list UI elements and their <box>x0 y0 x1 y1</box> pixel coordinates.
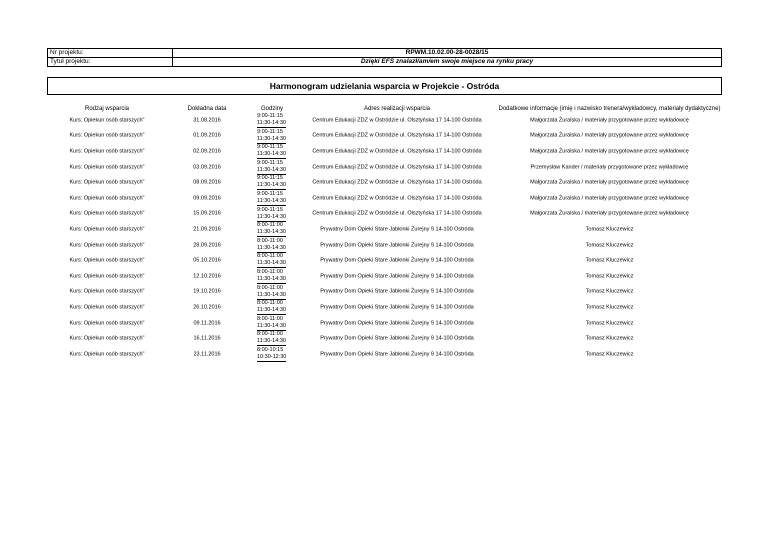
cell-date: 26.10.2016 <box>193 304 221 311</box>
cell-type: Kurs: Opiekun osób starszych" <box>69 179 145 186</box>
project-number-value: RPWM.10.02.00-28-0028/15 <box>173 49 722 58</box>
cell-hours-first: 9:00-11:15 <box>257 190 283 197</box>
table-header <box>47 95 722 113</box>
cell-info: Małgorzata Żuralska / materiały przygotowane przez wykładowcę <box>530 132 689 139</box>
header-address: Adres realizacji wsparcia <box>363 106 431 112</box>
cell-info: Tomasz Kluczewicz <box>585 288 634 295</box>
cell-hours-second: 11:30-14:30 <box>257 135 286 142</box>
cell-hours-first: 9:00-11:15 <box>257 206 283 213</box>
cell-hours-second: 10:30-12:30 <box>257 353 287 360</box>
cell-hours-first: 8:00-11:00 <box>257 284 283 291</box>
cell-hours-second: 11:30-14:30 <box>257 275 286 282</box>
table-row <box>47 144 722 160</box>
table-row <box>47 269 722 285</box>
cell-date: 09.09.2016 <box>193 195 221 202</box>
cell-hours-first: 8:00-11:00 <box>257 237 283 244</box>
cell-date: 01.09.2016 <box>193 132 221 139</box>
cell-hours-first: 8:00-11:00 <box>257 331 283 338</box>
cell-type: Kurs: Opiekun osób starszych" <box>69 195 145 202</box>
cell-type: Kurs: Opiekun osób starszych" <box>69 148 145 155</box>
cell-info: Małgorzata Żuralska / materiały przygotowane przez wykładowcę <box>530 210 689 217</box>
cell-date: 02.09.2016 <box>193 148 221 155</box>
cell-date: 05.10.2016 <box>193 257 221 264</box>
cell-address: Centrum Edukacji ZDZ w Ostródzie ul. Olsztyńska 17 14-100 Ostróda <box>312 179 482 186</box>
header-info: Dodatkowe informacje (imię i nazwisko trenera/wykładowcy, materiały dydaktyczne) <box>498 106 721 112</box>
cell-hours <box>247 253 297 268</box>
cell-hours-second: 11:30-14:30 <box>257 229 286 236</box>
cell-hours-second: 11:30-14:30 <box>257 322 286 329</box>
cell-info: Małgorzata Żuralska / materiały przygotowane przez wykładowcę <box>530 179 689 186</box>
cell-info: Tomasz Kluczewicz <box>585 304 634 311</box>
cell-address: Centrum Edukacji ZDZ w Ostródzie ul. Olsztyńska 17 14-100 Ostróda <box>312 148 482 155</box>
schedule-title: Harmonogram udzielania wsparcia w Projekcie - Ostróda <box>269 81 500 91</box>
cell-info: Tomasz Kluczewicz <box>585 242 634 249</box>
cell-address: Centrum Edukacji ZDZ w Ostródzie ul. Olsztyńska 17 14-100 Ostróda <box>312 132 482 139</box>
cell-hours-second: 11:30-14:30 <box>257 244 286 251</box>
cell-hours <box>247 316 297 331</box>
project-header <box>47 48 722 67</box>
project-title-label: Tytuł projektu: <box>48 58 173 67</box>
cell-hours <box>247 113 297 128</box>
cell-hours-first: 9:00-11:15 <box>257 175 283 182</box>
table-row <box>47 238 722 254</box>
cell-address: Prywatny Dom Opieki Stare Jabłonki Żurejny 9 14-100 Ostróda <box>320 257 474 264</box>
table-body <box>47 113 722 363</box>
header-hours: Godziny <box>260 106 283 112</box>
cell-info: Małgorzata Żuralska / materiały przygotowane przez wykładowcę <box>530 195 689 202</box>
cell-type: Kurs: Opiekun osób starszych" <box>69 304 145 311</box>
cell-date: 31.08.2016 <box>193 117 221 124</box>
cell-hours-second: 11:30-14:30 <box>257 291 286 298</box>
header-date: Dokładna data <box>187 106 227 112</box>
project-title-value: Dzięki EFS znalazł/am/em swoje miejsce na rynku pracy <box>173 58 722 67</box>
cell-address: Prywatny Dom Opieki Stare Jabłonki Żurejny 9 14-100 Ostróda <box>320 273 474 280</box>
cell-date: 16.11.2016 <box>193 335 221 342</box>
cell-info: Tomasz Kluczewicz <box>585 351 634 358</box>
cell-hours-second: 11:30-14:30 <box>257 120 286 126</box>
project-title-row <box>48 58 722 67</box>
cell-info: Małgorzata Żuralska / materiały przygotowane przez wykładowcę <box>530 148 689 155</box>
table-row <box>47 347 722 363</box>
project-number-label: Nr projektu: <box>48 49 173 58</box>
project-number-row <box>48 49 722 58</box>
cell-type: Kurs: Opiekun osób starszych" <box>69 132 145 139</box>
cell-info: Małgorzata Żuralska / materiały przygotowane przez wykładowcę <box>530 117 689 124</box>
cell-hours-second: 11:30-14:30 <box>257 182 286 189</box>
cell-info: Tomasz Kluczewicz <box>585 335 634 342</box>
cell-type: Kurs: Opiekun osób starszych" <box>69 226 145 233</box>
cell-address: Prywatny Dom Opieki Stare Jabłonki Żurejny 9 14-100 Ostróda <box>320 226 474 233</box>
cell-hours <box>247 175 297 190</box>
cell-hours-second: 11:30-14:30 <box>257 338 286 345</box>
cell-hours-first: 8:00-11:00 <box>257 268 283 275</box>
table-row <box>47 316 722 332</box>
table-row <box>47 253 722 269</box>
cell-hours <box>247 300 297 315</box>
cell-hours-first: 9:00-11:15 <box>257 144 283 151</box>
cell-date: 19.10.2016 <box>193 288 221 295</box>
cell-hours-second: 11:30-14:30 <box>257 213 286 220</box>
cell-date: 23.11.2016 <box>193 351 221 358</box>
cell-hours-first: 8:00-11:00 <box>257 300 283 307</box>
cell-type: Kurs: Opiekun osób starszych" <box>69 288 145 295</box>
cell-hours <box>247 269 297 284</box>
cell-type: Kurs: Opiekun osób starszych" <box>69 257 145 264</box>
cell-hours <box>247 160 297 175</box>
table-row <box>47 222 722 238</box>
cell-hours <box>247 285 297 300</box>
table-row <box>47 191 722 207</box>
cell-hours-first: 9:00-11:15 <box>257 113 283 119</box>
cell-hours-first: 8:00-10:15 <box>257 346 284 353</box>
cell-type: Kurs: Opiekun osób starszych" <box>69 210 145 217</box>
cell-date: 21.09.2016 <box>193 226 221 233</box>
cell-type: Kurs: Opiekun osób starszych" <box>69 242 145 249</box>
cell-type: Kurs: Opiekun osób starszych" <box>69 351 145 358</box>
cell-address: Prywatny Dom Opieki Stare Jabłonki Żurejny 9 14-100 Ostróda <box>320 288 474 295</box>
schedule-table <box>47 95 722 363</box>
table-row <box>47 331 722 347</box>
table-row <box>47 207 722 223</box>
cell-info: Tomasz Kluczewicz <box>585 257 634 264</box>
cell-date: 09.11.2016 <box>193 320 221 327</box>
schedule-sheet <box>47 48 722 360</box>
cell-info: Tomasz Kluczewicz <box>585 226 634 233</box>
cell-hours <box>247 144 297 159</box>
cell-hours-first: 8:00-11:00 <box>257 253 283 260</box>
cell-hours <box>247 347 297 362</box>
table-row <box>47 285 722 301</box>
cell-address: Prywatny Dom Opieki Stare Jabłonki Żurejny 9 14-100 Ostróda <box>320 335 474 342</box>
cell-date: 28.09.2016 <box>193 242 221 249</box>
table-row <box>47 175 722 191</box>
cell-hours-second: 11:30-14:30 <box>257 166 286 173</box>
cell-type: Kurs: Opiekun osób starszych" <box>69 164 145 171</box>
header-type: Rodzaj wsparcia <box>84 106 130 112</box>
cell-hours-first: 9:00-11:15 <box>257 159 283 166</box>
cell-type: Kurs: Opiekun osób starszych" <box>69 335 145 342</box>
table-row <box>47 129 722 145</box>
cell-hours <box>247 238 297 253</box>
cell-date: 15.09.2016 <box>193 210 221 217</box>
table-row <box>47 160 722 176</box>
cell-address: Prywatny Dom Opieki Stare Jabłonki Żurejny 9 14-100 Ostróda <box>320 242 474 249</box>
cell-hours <box>247 129 297 144</box>
cell-type: Kurs: Opiekun osób starszych" <box>69 117 145 124</box>
cell-hours-second: 11:30-14:30 <box>257 260 286 267</box>
cell-address: Prywatny Dom Opieki Stare Jabłonki Żurejny 9 14-100 Ostróda <box>320 351 474 358</box>
cell-address: Centrum Edukacji ZDZ w Ostródzie ul. Olsztyńska 17 14-100 Ostróda <box>312 195 482 202</box>
cell-address: Centrum Edukacji ZDZ w Ostródzie ul. Olsztyńska 17 14-100 Ostróda <box>312 117 482 124</box>
cell-address: Centrum Edukacji ZDZ w Ostródzie ul. Olsztyńska 17 14-100 Ostróda <box>312 164 482 171</box>
table-row <box>47 300 722 316</box>
cell-address: Prywatny Dom Opieki Stare Jabłonki Żurejny 9 14-100 Ostróda <box>320 320 474 327</box>
cell-hours <box>247 207 297 222</box>
cell-address: Centrum Edukacji ZDZ w Ostródzie ul. Olsztyńska 17 14-100 Ostróda <box>312 210 482 217</box>
cell-info: Tomasz Kluczewicz <box>585 320 634 327</box>
cell-hours-second: 11:30-14:30 <box>257 307 286 314</box>
cell-info: Przemysław Kander / materiały przygotowane przez wykładowcę <box>530 164 689 171</box>
cell-hours-first: 8:00-11:00 <box>257 222 283 229</box>
cell-hours-second: 11:30-14:30 <box>257 197 286 204</box>
cell-type: Kurs: Opiekun osób starszych" <box>69 273 145 280</box>
schedule-title-box <box>47 77 722 95</box>
cell-info: Tomasz Kluczewicz <box>585 273 634 280</box>
table-row <box>47 113 722 129</box>
cell-date: 03.09.2016 <box>193 164 221 171</box>
cell-date: 12.10.2016 <box>193 273 221 280</box>
cell-hours <box>247 331 297 346</box>
cell-type: Kurs: Opiekun osób starszych" <box>69 320 145 327</box>
cell-hours <box>247 191 297 206</box>
cell-date: 08.09.2016 <box>193 179 221 186</box>
cell-hours-first: 9:00-11:15 <box>257 128 283 135</box>
cell-address: Prywatny Dom Opieki Stare Jabłonki Żurejny 9 14-100 Ostróda <box>320 304 474 311</box>
cell-hours <box>247 222 297 237</box>
cell-hours-first: 8:00-11:00 <box>257 315 283 322</box>
cell-hours-second: 11:30-14:30 <box>257 151 286 158</box>
